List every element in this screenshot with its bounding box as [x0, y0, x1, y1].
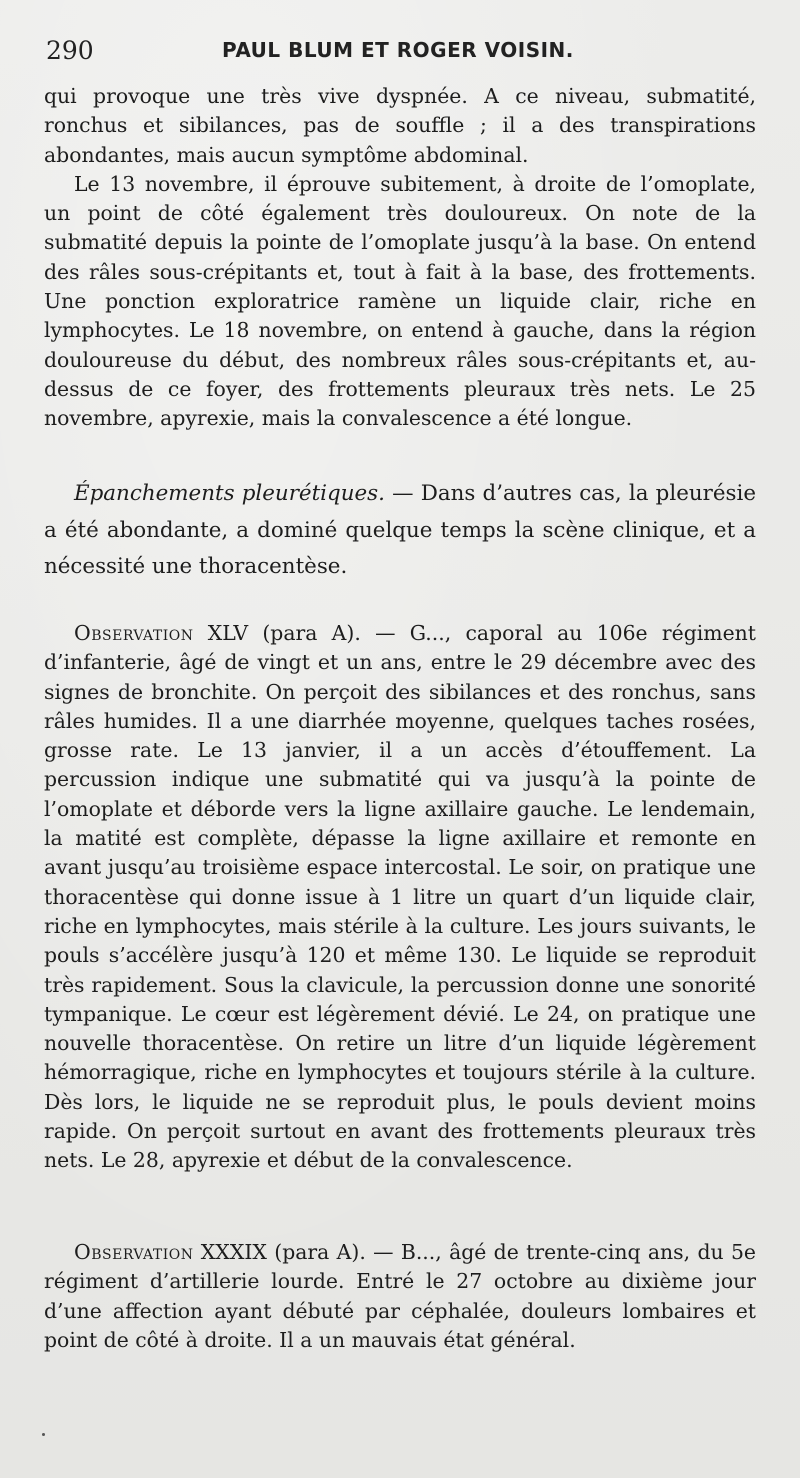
running-head: PAUL BLUM ET ROGER VOISIN. [222, 38, 574, 62]
observation-label: Observation [74, 621, 194, 645]
text-block-case-continuation [44, 82, 756, 434]
paragraph-dyspnea: qui provoque une très vive dyspnée. A ce niveau, submatité, ronchus et sibilances, pas de souffle ; il a des transpirations abondantes, mais aucun symptôme abdominal. [44, 84, 756, 167]
observation-text: XLV (para A). — G..., caporal au 106e régiment d’infanterie, âgé de vingt et un ans, entre le 29 décembre avec des signes de bronchite. On perçoit des sibilances et des ronchus, sans râles humides. Il a une diarrhée moyenne, quelques taches rosées, grosse rate. Le 13 janvier, il a un accès d’étouffement. La percussion indique une submatité qui va jusqu’à la pointe de l’omoplate et déborde vers la ligne axillaire gauche. Le lendemain, la matité est complète, dépasse la ligne axillaire et remonte en avant jusqu’au troisième espace intercostal. Le soir, on pratique une thoracentèse qui donne issue à 1 litre un quart d’un liquide clair, riche en lymphocytes, mais stérile à la culture. Les jours suivants, le pouls s’accélère jusqu’à 120 et même 130. Le liquide se reproduit très rapidement. Sous la clavicule, la percussion donne une sonorité tympanique. Le cœur est légèrement dévié. Le 24, on pratique une nouvelle thoracentèse. On retire un litre d’un liquide légèrement hémorragique, riche en lymphocytes et toujours stérile à la culture. Dès lors, le liquide ne se reproduit plus, le pouls devient moins rapide. On perçoit surtout en avant des frottements pleuraux très nets. Le 28, apyrexie et début de la convalescence. [44, 621, 756, 1173]
page-number: 290 [46, 36, 94, 65]
observation-text: XXXIX (para A). — B..., âgé de trente-cinq ans, du 5e régiment d’artillerie lourde. Entré le 27 octobre au dixième jour d’une affection ayant débuté par céphalée, douleurs lombaires et point de côté à droite. Il a un mauvais état général. [44, 1240, 756, 1352]
paragraph-observation-xlv [44, 619, 756, 1176]
print-speck [42, 1433, 45, 1436]
section-heading: Épanchements pleurétiques. [74, 481, 385, 506]
paragraph-november-course: Le 13 novembre, il éprouve subitement, à droite de l’omoplate, un point de côté également très douloureux. On note de la submatité depuis la pointe de l’omoplate jusqu’à la base. On entend des râles sous-crépitants et, tout à fait à la base, des frottements. Une ponction exploratrice ramène un liquide clair, riche en lymphocytes. Le 18 novembre, on entend à gauche, dans la région douloureuse du début, des nombreux râles sous-crépitants et, au-dessus de ce foyer, des frottements pleuraux très nets. Le 25 novembre, apyrexie, mais la convalescence a été longue. [44, 171, 756, 431]
text-block-observation-xxxix [44, 1238, 756, 1355]
paragraph-pleural-effusions [44, 476, 756, 586]
text-block-effusions [44, 476, 756, 586]
text-block-observation-xlv [44, 619, 756, 1176]
observation-label: Observation [74, 1240, 194, 1264]
paragraph-observation-xxxix [44, 1238, 756, 1355]
section-text: — Dans d’autres cas, la pleurésie a été abondante, a dominé quelque temps la scène clinique, et a nécessité une thoracentèse. [44, 481, 756, 579]
